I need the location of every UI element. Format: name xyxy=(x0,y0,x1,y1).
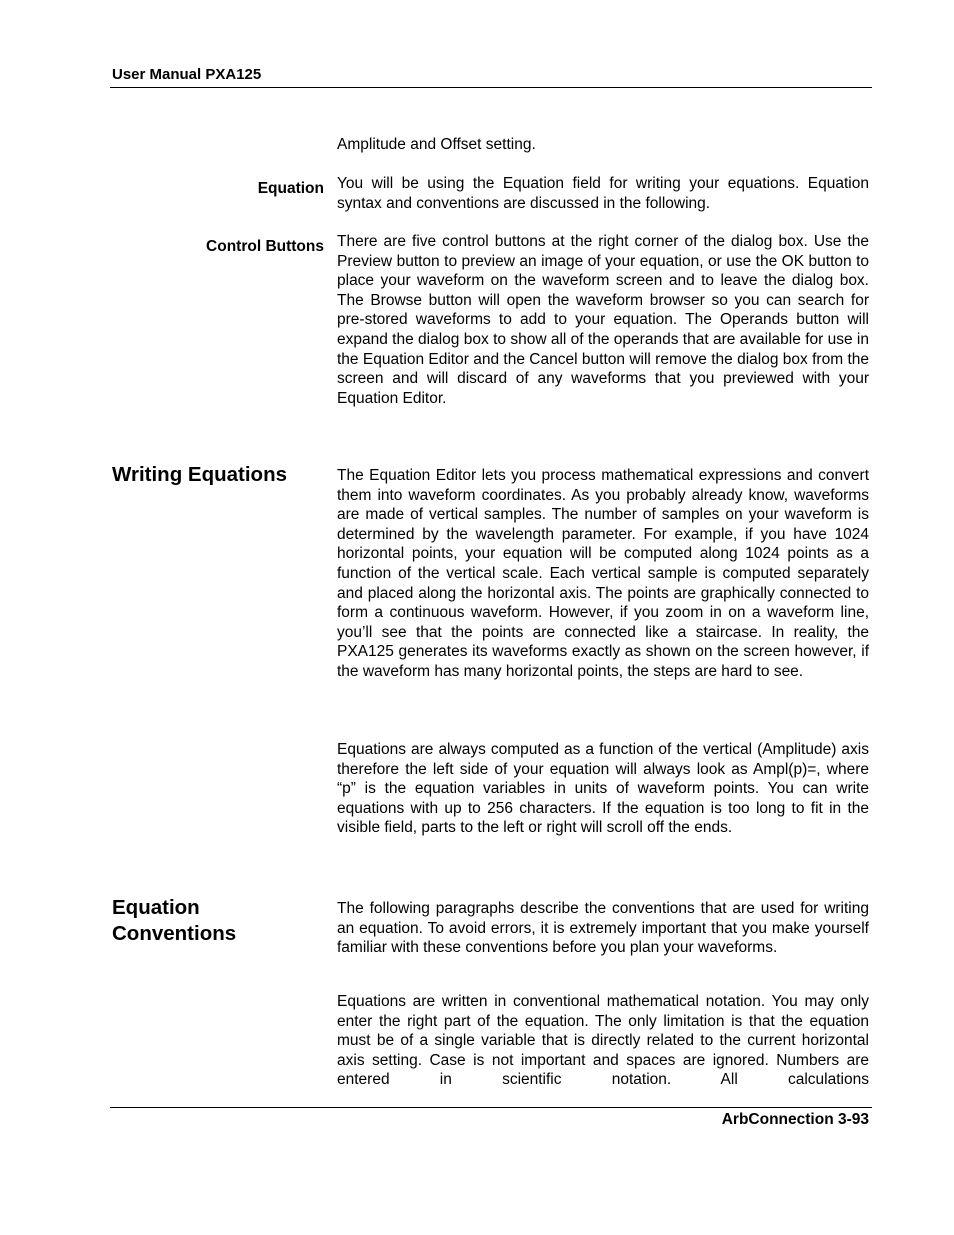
footer-rule xyxy=(110,1107,872,1108)
header-rule xyxy=(110,87,872,88)
equation-conventions-paragraph-1: The following paragraphs describe the conventions that are used for writing an equation. To avoid errors, it is extremely important that you make yourself familiar with these conventions before you plan your waveforms. xyxy=(337,900,869,957)
equation-label: Equation xyxy=(257,180,324,197)
equation-conventions-heading-line-1: Equation xyxy=(112,896,200,919)
page-footer-label: ArbConnection 3-93 xyxy=(721,1111,869,1128)
control-buttons-paragraph: There are five control buttons at the right corner of the dialog box. Use the Preview button to preview an image of your equation, or use the OK button to place your waveform on the waveform screen and to leave the dialog box. The Browse button will open the waveform browser so you can search for pre-stored waveforms to add to your equation. The Operands button will expand the dialog box to show all of the operands that are available for use in the Equation Editor and the Cancel button will remove the dialog box from the screen and will discard of any waveforms that you previewed with your Equation Editor. xyxy=(337,233,869,407)
writing-equations-heading: Writing Equations xyxy=(112,463,288,486)
equation-conventions-heading xyxy=(112,895,236,947)
control-buttons-label: Control Buttons xyxy=(206,238,324,255)
writing-equations-paragraph-2: Equations are always computed as a function of the vertical (Amplitude) axis therefore the left side of your equation will always look as Ampl(p)=, where “p” is the equation variables in units of waveform points. You can write equations with up to 256 characters. If the equation is too long to fit in the visible field, parts to the left or right will scroll off the ends. xyxy=(337,741,869,837)
page-header-title: User Manual PXA125 xyxy=(112,66,262,83)
equation-paragraph: You will be using the Equation field for writing your equations. Equation syntax and conventions are discussed in the following. xyxy=(337,175,869,212)
intro-paragraph: Amplitude and Offset setting. xyxy=(337,136,536,153)
writing-equations-paragraph-1: The Equation Editor lets you process mathematical expressions and convert them into waveform coordinates. As you probably already know, waveforms are made of vertical samples. The number of samples on your waveform is determined by the wavelength parameter. For example, if you have 1024 horizontal points, your equation will be computed along 1024 points as a function of the vertical scale. Each vertical sample is computed separately and placed along the horizontal axis. The points are graphically connected to form a continuous waveform. However, if you zoom in on a waveform line, you’ll see that the points are connected like a staircase. In reality, the PXA125 generates its waveforms exactly as shown on the screen however, if the waveform has many horizontal points, the steps are hard to see. xyxy=(337,467,869,680)
equation-conventions-paragraph-2: Equations are written in conventional mathematical notation. You may only enter the right part of the equation. The only limitation is that the equation must be of a single variable that is directly related to the current horizontal axis setting. Case is not important and spaces are ignored. Numbers are entered in scientific notation. All calculations xyxy=(337,993,869,1089)
equation-conventions-heading-line-2: Conventions xyxy=(112,922,237,945)
